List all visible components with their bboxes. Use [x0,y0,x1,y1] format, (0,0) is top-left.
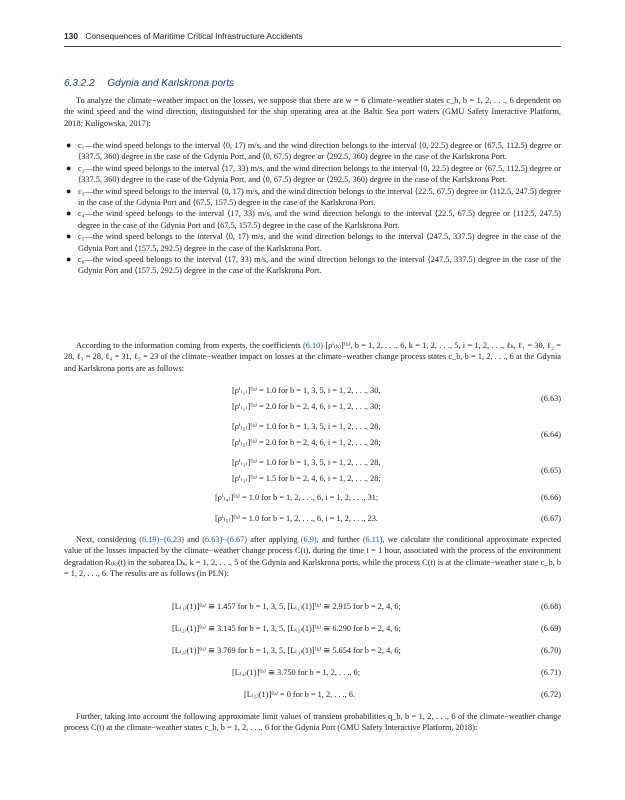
equation-reference-link[interactable]: (6.9) [300,535,317,544]
equation-line: [ρⁱ₍₅₎]⁽ᵇ⁾ = 1.0 for b = 1, 2, . . ., 6, i = 1, 2, . . ., 23. [215,514,378,523]
list-item: ● c₅—the wind speed belongs to the interval ⟨0, 17) m/s, and the wind direction belongs to the interval ⟨247.5, 337.5) degree in the case of the Gdynia Port and ⟨157.5, 292.5) degree in the case of the Karlskrona Port. [66,231,561,253]
final-paragraph: Further, taking into account the following approximate limit values of transient probabilities q_b, b = 1, 2, . . ., 6 of the climate−weather change process C(t) at the climate−weather states c_b, b = 1, 2, . . ., 6 for the Gdynia Port (GMU Safety Interactive Platform, 2018): [64,712,561,733]
equation-reference-link[interactable]: (6.11) [362,535,383,544]
bullet-icon: ● [66,208,72,219]
bullet-icon: ● [66,254,72,265]
equation-line: [ρⁱ₍₄₎]⁽ᵇ⁾ = 1.0 for b = 1, 2, . . ., 6, i = 1, 2, . . ., 31; [215,493,379,502]
bullet-icon: ● [66,162,72,173]
page-number: 130 [64,31,78,41]
list-item: ● c₃—the wind speed belongs to the interval ⟨0, 17) m/s, and the wind direction belongs to the interval ⟨22.5, 67.5) degree or ⟨112.5, 247.5) degree in the case of the Gdynia Port and ⟨67.5, 157.5) degree in the case of the Karlskrona Port. [66,185,561,208]
bullet-icon: ● [66,231,72,242]
equation-reference-link[interactable]: (6.63)−(6.67) [202,535,248,544]
header-rule [64,46,561,47]
equation-line: [ρⁱ₍₂₎]⁽ᵇ⁾ = 1.0 for b = 1, 3, 5, i = 1, 2, . . ., 28, [232,422,381,431]
equation-reference-link[interactable]: (6.10) [303,341,324,350]
equation-line: [ρⁱ₍₃₎]⁽ᵇ⁾ = 1.0 for b = 1, 3, 5, i = 1, 2, . . ., 28, [232,458,381,467]
equation-line: [L₍₄₎(1)]⁽ᵇ⁾ ≅ 3.750 for b = 1, 2, . . ., 6; [232,668,361,677]
equation-reference-link[interactable]: (6.19)−(6.23) [139,535,184,544]
intro-paragraph: To analyze the climate−weather impact on the losses, we suppose that there are w = 6 climate−weather states c_b, b = 1, 2, . . ., 6 dependent on the wind speed and the wind direction, distinguished for the ship operating area at the Baltic Sea port waters (GMU Safety Interactive Platform, 2018; Kuligowska, 2017): [64,96,561,128]
section-number: 6.3.2.2 [64,78,95,89]
section-title: Gdynia and Karlskrona ports [107,78,235,89]
equation-number: (6.64) [540,430,561,439]
bullet-icon: ● [66,185,72,196]
equation-number: (6.71) [540,668,561,677]
list-item: ● c₂—the wind speed belongs to the interval ⟨17, 33) m/s, and the wind direction belongs to the interval ⟨0, 22.5) degree or ⟨67.5, 112.5) degree or ⟨337.5, 360) degree in the case of the Gdynia Port, and ⟨0, 67.5) degree or ⟨292.5, 360) degree in the case of the Karlskrona Port. [66,162,561,185]
equation-number: (6.67) [540,514,561,523]
equation-number: (6.70) [540,646,561,655]
equation-number: (6.72) [540,690,561,699]
coefficients-paragraph: According to the information coming from experts, the coefficients (6.10) [ρⁱ₍ₖ₎]⁽ᵇ⁾, b = 1, 2, . . ., 6, k = 1, 2, . . ., 5, i = 1, 2, . . ., ℓₖ, ℓ₁ = 30, ℓ₂ = 28, ℓ₃ = 28, ℓ₄ = 31, ℓ₅ = 23 of the climate−weather impact on losses at the climate−weather change process states c_b, b = 1, 2, . . ., 6 at the Gdynia and Karlskrona ports are as follows: [64,341,561,373]
list-item: ● c₆—the wind speed belongs to the interval ⟨17, 33) m/s, and the wind direction belongs to the interval ⟨247.5, 337.5) degree in the case of the Gdynia Port and ⟨157.5, 292.5) degree in the case of the Karlskrona Port. [66,254,561,276]
equation-number: (6.66) [540,493,561,502]
equation-line: [L₍₂₎(1)]⁽ᵇ⁾ ≅ 3.145 for b = 1, 3, 5, [L₍₂₎(1)]⁽ᵇ⁾ ≅ 6.290 for b = 2, 4, 6; [172,624,401,633]
equation-line: [L₍₃₎(1)]⁽ᵇ⁾ ≅ 3.769 for b = 1, 3, 5, [L₍₃₎(1)]⁽ᵇ⁾ ≅ 5.654 for b = 2, 4, 6; [172,646,401,655]
equation-line: [ρⁱ₍₂₎]⁽ᵇ⁾ = 2.0 for b = 2, 4, 6, i = 1, 2, . . ., 28; [232,438,381,447]
climate-state-list [64,140,561,277]
equation-line: [L₍₅₎(1)]⁽ᵇ⁾ = 0 for b = 1, 2, . . ., 6. [244,690,355,699]
equation-line: [ρⁱ₍₁₎]⁽ᵇ⁾ = 2.0 for b = 2, 4, 6, i = 1, 2, . . ., 30; [232,402,381,411]
equation-number: (6.63) [540,394,561,403]
bullet-icon: ● [66,140,72,150]
list-item: ● c₄—the wind speed belongs to the interval ⟨17, 33) m/s, and the wind direction belongs to the interval ⟨22.5, 67.5) degree or ⟨112.5, 247.5) degree in the case of the Gdynia Port and ⟨67.5, 157.5) degree in the case of the Karlskrona Port. [66,208,561,230]
equation-number: (6.69) [540,624,561,633]
equation-line: [ρⁱ₍₁₎]⁽ᵇ⁾ = 1.0 for b = 1, 3, 5, i = 1, 2, . . ., 30, [232,386,381,395]
section-heading [64,78,234,89]
equation-number: (6.65) [540,466,561,475]
equation-line: [L₍₁₎(1)]⁽ᵇ⁾ ≅ 1.457 for b = 1, 3, 5, [L₍₁₎(1)]⁽ᵇ⁾ ≅ 2.915 for b = 2, 4, 6; [172,602,401,611]
equation-line: [ρⁱ₍₃₎]⁽ᵇ⁾ = 1.5 for b = 2, 4, 6, i = 1, 2, . . ., 28; [232,474,381,483]
list-item: ● c₁—the wind speed belongs to the interval ⟨0, 17) m/s, and the wind direction belongs to the interval ⟨0, 22.5) degree or ⟨67.5, 112.5) degree or ⟨337.5, 360) degree in the case of the Gdynia Port, and ⟨0, 67.5) degree or ⟨292.5, 360) degree in the case of the Karlskrona Port. [66,140,561,162]
running-head [64,31,303,41]
losses-paragraph: Next, considering (6.19)−(6.23) and (6.63)−(6.67) after applying (6.9), and further (6.11), we calculate the conditional approximate expected value of the losses impacted by the climate−weather change process C(t), during the time t = 1 hour, associated with the process of the environment degradation R₍ₖ₎(t) in the subarea Dₖ, k = 1, 2, . . ., 5 of the Gdynia and Karlskrona ports, while the process C(t) is at the climate−weather state c_b, b = 1, 2, . . ., 6. The results are as follows (in PLN): [64,535,562,579]
book-title: Consequences of Maritime Critical Infrastructure Accidents [85,31,303,41]
equation-number: (6.68) [540,602,561,611]
